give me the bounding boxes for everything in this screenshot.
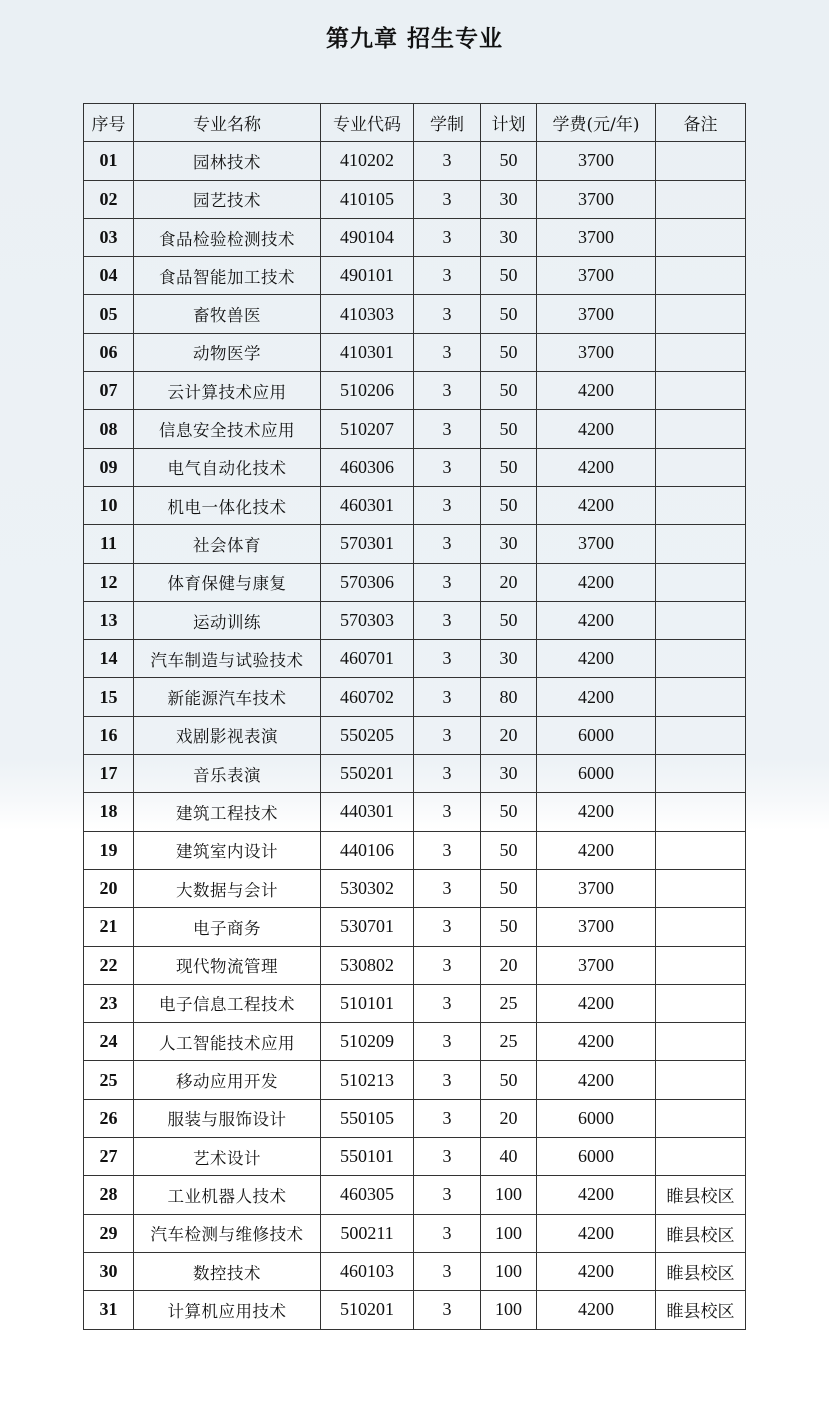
cell-major-code: 490104	[321, 218, 414, 256]
cell-major-code: 500211	[321, 1214, 414, 1252]
cell-seq: 27	[84, 1138, 134, 1176]
cell-remarks: 睢县校区	[656, 1214, 746, 1252]
table-row	[84, 908, 746, 946]
cell-tuition: 4200	[537, 372, 656, 410]
cell-remarks	[656, 1061, 746, 1099]
table-row	[84, 793, 746, 831]
table-row	[84, 525, 746, 563]
cell-plan: 20	[481, 946, 537, 984]
cell-major-name: 大数据与会计	[134, 869, 321, 907]
cell-duration: 3	[414, 1214, 481, 1252]
header-seq: 序号	[84, 104, 134, 142]
table-row	[84, 218, 746, 256]
cell-remarks	[656, 793, 746, 831]
cell-duration: 3	[414, 372, 481, 410]
cell-plan: 20	[481, 563, 537, 601]
cell-major-name: 食品智能加工技术	[134, 257, 321, 295]
cell-major-code: 440301	[321, 793, 414, 831]
table-header-row	[84, 104, 746, 142]
cell-major-code: 510207	[321, 410, 414, 448]
cell-remarks	[656, 295, 746, 333]
cell-plan: 50	[481, 333, 537, 371]
cell-seq: 11	[84, 525, 134, 563]
cell-major-name: 社会体育	[134, 525, 321, 563]
cell-tuition: 3700	[537, 180, 656, 218]
cell-remarks	[656, 984, 746, 1022]
cell-remarks	[656, 180, 746, 218]
cell-remarks	[656, 372, 746, 410]
cell-major-code: 510206	[321, 372, 414, 410]
cell-duration: 3	[414, 1291, 481, 1329]
table-row	[84, 1214, 746, 1252]
cell-duration: 3	[414, 1061, 481, 1099]
cell-plan: 100	[481, 1252, 537, 1290]
cell-seq: 15	[84, 678, 134, 716]
cell-major-code: 550205	[321, 716, 414, 754]
cell-seq: 29	[84, 1214, 134, 1252]
cell-major-name: 艺术设计	[134, 1138, 321, 1176]
cell-major-code: 440106	[321, 831, 414, 869]
cell-plan: 50	[481, 448, 537, 486]
table-row	[84, 716, 746, 754]
cell-major-name: 人工智能技术应用	[134, 1023, 321, 1061]
cell-tuition: 6000	[537, 1138, 656, 1176]
cell-major-code: 550201	[321, 755, 414, 793]
cell-remarks	[656, 257, 746, 295]
cell-tuition: 3700	[537, 218, 656, 256]
cell-major-code: 570306	[321, 563, 414, 601]
table-row	[84, 946, 746, 984]
cell-major-name: 汽车制造与试验技术	[134, 640, 321, 678]
cell-major-name: 运动训练	[134, 601, 321, 639]
cell-remarks	[656, 601, 746, 639]
cell-plan: 30	[481, 180, 537, 218]
cell-seq: 30	[84, 1252, 134, 1290]
cell-remarks: 睢县校区	[656, 1291, 746, 1329]
cell-remarks	[656, 640, 746, 678]
cell-major-name: 动物医学	[134, 333, 321, 371]
cell-plan: 25	[481, 1023, 537, 1061]
table-row	[84, 640, 746, 678]
cell-major-name: 园艺技术	[134, 180, 321, 218]
cell-major-code: 550101	[321, 1138, 414, 1176]
cell-tuition: 4200	[537, 1214, 656, 1252]
cell-seq: 01	[84, 142, 134, 180]
cell-major-name: 机电一体化技术	[134, 486, 321, 524]
cell-tuition: 3700	[537, 295, 656, 333]
cell-duration: 3	[414, 180, 481, 218]
cell-seq: 24	[84, 1023, 134, 1061]
cell-plan: 50	[481, 908, 537, 946]
cell-duration: 3	[414, 295, 481, 333]
cell-seq: 02	[84, 180, 134, 218]
table-row	[84, 257, 746, 295]
cell-duration: 3	[414, 946, 481, 984]
header-tuition: 学费(元/年)	[537, 104, 656, 142]
cell-duration: 3	[414, 563, 481, 601]
cell-major-name: 移动应用开发	[134, 1061, 321, 1099]
cell-major-code: 530302	[321, 869, 414, 907]
cell-duration: 3	[414, 333, 481, 371]
cell-tuition: 4200	[537, 640, 656, 678]
cell-major-name: 食品检验检测技术	[134, 218, 321, 256]
cell-plan: 50	[481, 601, 537, 639]
cell-major-code: 530701	[321, 908, 414, 946]
cell-major-name: 信息安全技术应用	[134, 410, 321, 448]
cell-tuition: 4200	[537, 793, 656, 831]
cell-tuition: 4200	[537, 1176, 656, 1214]
cell-seq: 09	[84, 448, 134, 486]
cell-major-code: 410202	[321, 142, 414, 180]
cell-seq: 13	[84, 601, 134, 639]
table-row	[84, 1176, 746, 1214]
cell-major-code: 490101	[321, 257, 414, 295]
cell-tuition: 4200	[537, 1023, 656, 1061]
cell-major-name: 数控技术	[134, 1252, 321, 1290]
cell-major-code: 460701	[321, 640, 414, 678]
cell-major-code: 460301	[321, 486, 414, 524]
cell-seq: 28	[84, 1176, 134, 1214]
cell-tuition: 4200	[537, 486, 656, 524]
table-row	[84, 755, 746, 793]
cell-major-code: 410303	[321, 295, 414, 333]
cell-seq: 21	[84, 908, 134, 946]
cell-remarks	[656, 333, 746, 371]
cell-duration: 3	[414, 640, 481, 678]
cell-plan: 50	[481, 1061, 537, 1099]
cell-remarks	[656, 946, 746, 984]
cell-major-name: 汽车检测与维修技术	[134, 1214, 321, 1252]
cell-seq: 18	[84, 793, 134, 831]
cell-seq: 22	[84, 946, 134, 984]
cell-duration: 3	[414, 908, 481, 946]
cell-remarks	[656, 1099, 746, 1137]
table-row	[84, 1061, 746, 1099]
table-row	[84, 372, 746, 410]
cell-tuition: 3700	[537, 946, 656, 984]
cell-remarks	[656, 563, 746, 601]
cell-seq: 08	[84, 410, 134, 448]
cell-remarks	[656, 448, 746, 486]
cell-major-name: 戏剧影视表演	[134, 716, 321, 754]
cell-remarks	[656, 486, 746, 524]
cell-major-name: 音乐表演	[134, 755, 321, 793]
cell-duration: 3	[414, 257, 481, 295]
cell-duration: 3	[414, 410, 481, 448]
header-duration: 学制	[414, 104, 481, 142]
cell-duration: 3	[414, 716, 481, 754]
cell-major-code: 460702	[321, 678, 414, 716]
cell-tuition: 4200	[537, 984, 656, 1022]
cell-tuition: 6000	[537, 716, 656, 754]
header-remarks: 备注	[656, 104, 746, 142]
cell-plan: 20	[481, 1099, 537, 1137]
cell-plan: 30	[481, 755, 537, 793]
cell-plan: 30	[481, 525, 537, 563]
cell-tuition: 3700	[537, 525, 656, 563]
cell-remarks	[656, 869, 746, 907]
cell-tuition: 3700	[537, 869, 656, 907]
cell-major-name: 园林技术	[134, 142, 321, 180]
cell-seq: 16	[84, 716, 134, 754]
cell-seq: 17	[84, 755, 134, 793]
cell-plan: 50	[481, 869, 537, 907]
cell-major-code: 570301	[321, 525, 414, 563]
cell-major-code: 550105	[321, 1099, 414, 1137]
table-row	[84, 180, 746, 218]
cell-seq: 26	[84, 1099, 134, 1137]
cell-seq: 04	[84, 257, 134, 295]
cell-remarks	[656, 1023, 746, 1061]
cell-seq: 12	[84, 563, 134, 601]
table-row	[84, 448, 746, 486]
cell-plan: 80	[481, 678, 537, 716]
cell-remarks	[656, 908, 746, 946]
cell-plan: 50	[481, 410, 537, 448]
cell-duration: 3	[414, 755, 481, 793]
cell-tuition: 4200	[537, 410, 656, 448]
cell-duration: 3	[414, 218, 481, 256]
cell-remarks	[656, 716, 746, 754]
majors-table-body	[84, 142, 746, 1329]
cell-plan: 100	[481, 1176, 537, 1214]
cell-major-code: 510201	[321, 1291, 414, 1329]
cell-remarks	[656, 218, 746, 256]
cell-duration: 3	[414, 869, 481, 907]
cell-major-name: 建筑工程技术	[134, 793, 321, 831]
cell-duration: 3	[414, 1252, 481, 1290]
cell-major-name: 电气自动化技术	[134, 448, 321, 486]
cell-plan: 100	[481, 1214, 537, 1252]
cell-duration: 3	[414, 831, 481, 869]
cell-duration: 3	[414, 1099, 481, 1137]
cell-seq: 19	[84, 831, 134, 869]
cell-major-name: 建筑室内设计	[134, 831, 321, 869]
cell-plan: 50	[481, 295, 537, 333]
cell-tuition: 4200	[537, 1061, 656, 1099]
cell-remarks	[656, 142, 746, 180]
cell-major-name: 电子信息工程技术	[134, 984, 321, 1022]
page-title: 第九章 招生专业	[325, 26, 503, 52]
header-major-name: 专业名称	[134, 104, 321, 142]
cell-plan: 30	[481, 640, 537, 678]
cell-duration: 3	[414, 525, 481, 563]
cell-tuition: 3700	[537, 142, 656, 180]
table-row	[84, 1023, 746, 1061]
cell-tuition: 3700	[537, 257, 656, 295]
cell-major-name: 现代物流管理	[134, 946, 321, 984]
cell-duration: 3	[414, 601, 481, 639]
cell-tuition: 3700	[537, 333, 656, 371]
cell-remarks	[656, 755, 746, 793]
table-row	[84, 678, 746, 716]
majors-table	[83, 103, 746, 1330]
cell-major-name: 畜牧兽医	[134, 295, 321, 333]
cell-major-name: 工业机器人技术	[134, 1176, 321, 1214]
cell-seq: 10	[84, 486, 134, 524]
table-row	[84, 1291, 746, 1329]
table-row	[84, 410, 746, 448]
cell-plan: 50	[481, 831, 537, 869]
cell-plan: 100	[481, 1291, 537, 1329]
cell-duration: 3	[414, 678, 481, 716]
cell-major-name: 云计算技术应用	[134, 372, 321, 410]
cell-plan: 50	[481, 257, 537, 295]
table-row	[84, 1099, 746, 1137]
cell-major-name: 体育保健与康复	[134, 563, 321, 601]
cell-seq: 05	[84, 295, 134, 333]
table-row	[84, 1138, 746, 1176]
cell-major-code: 530802	[321, 946, 414, 984]
cell-plan: 20	[481, 716, 537, 754]
cell-remarks	[656, 525, 746, 563]
cell-duration: 3	[414, 984, 481, 1022]
cell-tuition: 6000	[537, 1099, 656, 1137]
cell-tuition: 4200	[537, 831, 656, 869]
table-row	[84, 563, 746, 601]
table-row	[84, 831, 746, 869]
cell-plan: 50	[481, 372, 537, 410]
cell-plan: 50	[481, 486, 537, 524]
cell-seq: 20	[84, 869, 134, 907]
cell-seq: 25	[84, 1061, 134, 1099]
cell-tuition: 4200	[537, 1291, 656, 1329]
table-row	[84, 601, 746, 639]
cell-remarks	[656, 410, 746, 448]
cell-plan: 50	[481, 142, 537, 180]
cell-major-code: 510213	[321, 1061, 414, 1099]
cell-major-name: 电子商务	[134, 908, 321, 946]
cell-duration: 3	[414, 486, 481, 524]
cell-tuition: 3700	[537, 908, 656, 946]
cell-tuition: 4200	[537, 1252, 656, 1290]
cell-plan: 30	[481, 218, 537, 256]
cell-seq: 06	[84, 333, 134, 371]
cell-major-code: 410105	[321, 180, 414, 218]
table-row	[84, 333, 746, 371]
cell-remarks	[656, 678, 746, 716]
table-row	[84, 142, 746, 180]
table-row	[84, 869, 746, 907]
cell-seq: 03	[84, 218, 134, 256]
cell-plan: 25	[481, 984, 537, 1022]
cell-seq: 07	[84, 372, 134, 410]
header-major-code: 专业代码	[321, 104, 414, 142]
cell-major-code: 410301	[321, 333, 414, 371]
cell-major-name: 新能源汽车技术	[134, 678, 321, 716]
cell-seq: 14	[84, 640, 134, 678]
cell-major-code: 510209	[321, 1023, 414, 1061]
header-plan: 计划	[481, 104, 537, 142]
cell-seq: 23	[84, 984, 134, 1022]
cell-major-code: 460103	[321, 1252, 414, 1290]
cell-plan: 40	[481, 1138, 537, 1176]
cell-major-name: 服装与服饰设计	[134, 1099, 321, 1137]
table-row	[84, 486, 746, 524]
cell-remarks	[656, 831, 746, 869]
cell-tuition: 6000	[537, 755, 656, 793]
cell-major-code: 510101	[321, 984, 414, 1022]
cell-remarks: 睢县校区	[656, 1176, 746, 1214]
table-row	[84, 1252, 746, 1290]
cell-tuition: 4200	[537, 448, 656, 486]
cell-remarks: 睢县校区	[656, 1252, 746, 1290]
cell-tuition: 4200	[537, 563, 656, 601]
cell-duration: 3	[414, 793, 481, 831]
cell-duration: 3	[414, 1023, 481, 1061]
cell-duration: 3	[414, 1138, 481, 1176]
cell-duration: 3	[414, 142, 481, 180]
cell-major-code: 460305	[321, 1176, 414, 1214]
cell-major-name: 计算机应用技术	[134, 1291, 321, 1329]
cell-seq: 31	[84, 1291, 134, 1329]
cell-major-code: 460306	[321, 448, 414, 486]
table-row	[84, 984, 746, 1022]
cell-plan: 50	[481, 793, 537, 831]
cell-remarks	[656, 1138, 746, 1176]
cell-duration: 3	[414, 448, 481, 486]
cell-duration: 3	[414, 1176, 481, 1214]
cell-tuition: 4200	[537, 678, 656, 716]
cell-major-code: 570303	[321, 601, 414, 639]
table-row	[84, 295, 746, 333]
cell-tuition: 4200	[537, 601, 656, 639]
